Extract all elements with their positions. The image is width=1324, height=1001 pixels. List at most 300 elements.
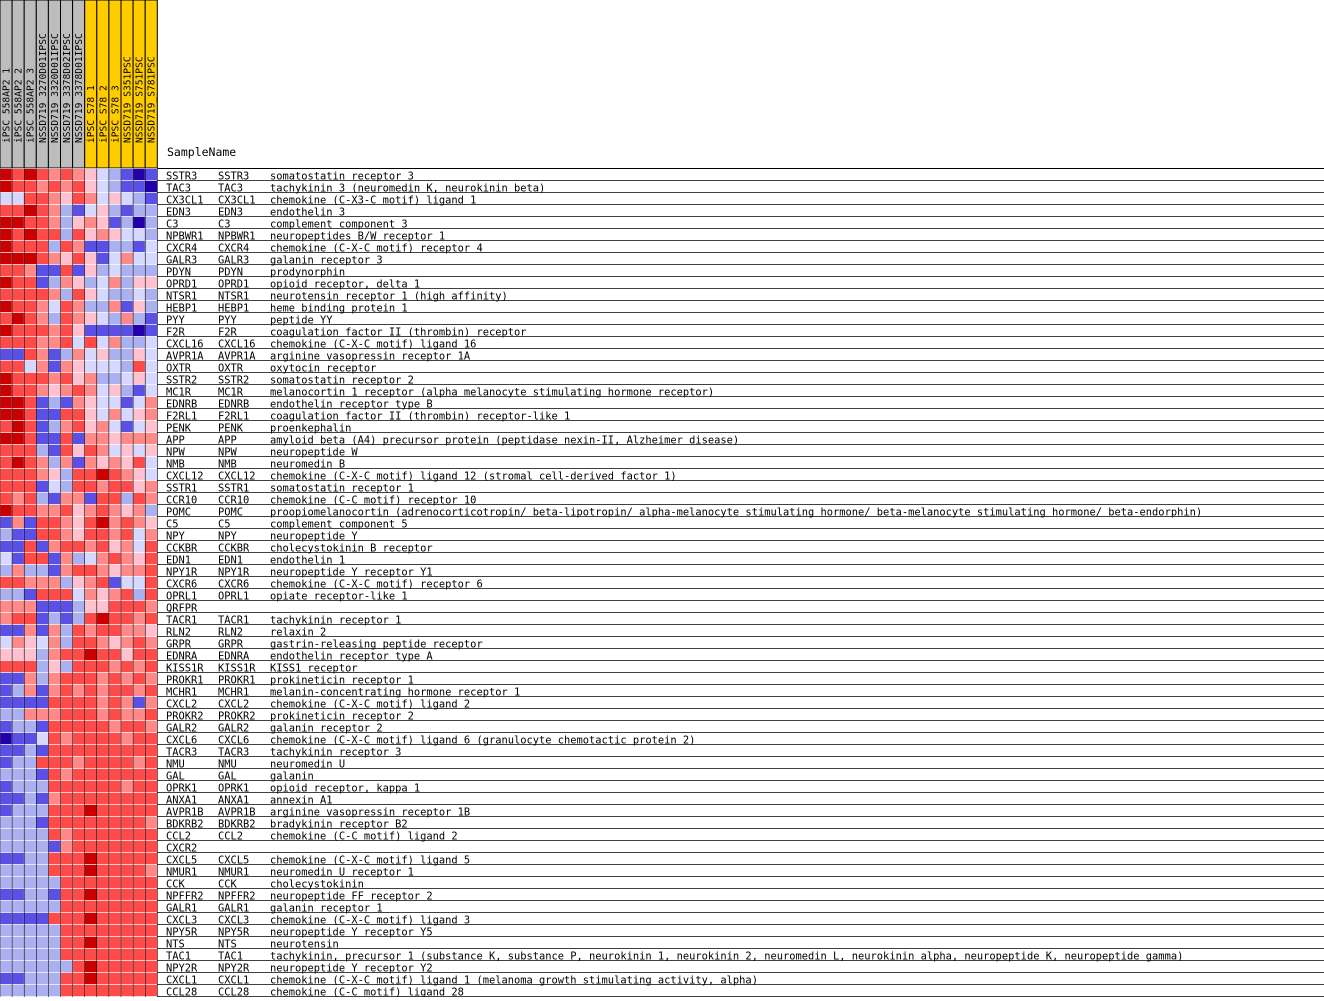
gene-symbol: OPRL1 (166, 590, 198, 603)
gene-description: cholecystokinin (270, 878, 364, 891)
heatmap-cell (73, 961, 85, 973)
heatmap-cell (121, 733, 133, 745)
heatmap-cell (24, 613, 36, 625)
heatmap-cell (97, 685, 109, 697)
heatmap-cell (109, 493, 121, 505)
heatmap-cell (85, 517, 97, 529)
heatmap-cell (61, 337, 73, 349)
heatmap-cell (36, 841, 48, 853)
heatmap-cell (133, 289, 145, 301)
heatmap-cell (12, 937, 24, 949)
heatmap-cell (97, 193, 109, 205)
gene-name: GALR2 (218, 722, 250, 735)
heatmap-cell (73, 589, 85, 601)
gene-description: galanin receptor 1 (270, 902, 383, 915)
heatmap-cell (48, 733, 60, 745)
heatmap-cell (97, 529, 109, 541)
heatmap-cell (73, 637, 85, 649)
heatmap-cell (36, 241, 48, 253)
gene-description: chemokine (C-X-C motif) ligand 2 (270, 698, 471, 711)
heatmap-cell (121, 349, 133, 361)
heatmap-cell (109, 337, 121, 349)
gene-symbol: NMU (166, 758, 185, 771)
heatmap-cell (24, 961, 36, 973)
heatmap-cell (61, 481, 73, 493)
heatmap-cell (61, 793, 73, 805)
heatmap-cell (85, 253, 97, 265)
heatmap-cell (97, 565, 109, 577)
heatmap-cell (73, 601, 85, 613)
heatmap-cell (85, 745, 97, 757)
gene-description: relaxin 2 (270, 626, 327, 639)
heatmap-cell (61, 853, 73, 865)
heatmap-cell (121, 865, 133, 877)
gene-symbol: NPY1R (166, 566, 198, 579)
heatmap-cell (97, 361, 109, 373)
heatmap-cell (109, 469, 121, 481)
heatmap-cell (12, 793, 24, 805)
heatmap-cell (48, 613, 60, 625)
heatmap-cell (12, 913, 24, 925)
gene-description: coagulation factor II (thrombin) receptor (270, 326, 527, 339)
heatmap-cell (109, 553, 121, 565)
heatmap-cell (121, 241, 133, 253)
heatmap-cell (24, 481, 36, 493)
gene-symbol: GALR1 (166, 902, 198, 915)
heatmap-cell (109, 877, 121, 889)
heatmap-cell (61, 805, 73, 817)
heatmap-cell (145, 781, 157, 793)
gene-symbol: TAC1 (166, 950, 192, 963)
gene-description: proopiomelanocortin (adrenocorticotropin/ beta-lipotropin/ alpha-melanocyte stimulating hormone/ beta-melanocyte stimulating hormone/ beta-endorphin) (270, 506, 1203, 519)
heatmap-cell (85, 385, 97, 397)
heatmap-cell (48, 349, 60, 361)
heatmap-cell (109, 517, 121, 529)
heatmap-cell (97, 421, 109, 433)
heatmap-cell (48, 913, 60, 925)
heatmap-cell (121, 217, 133, 229)
heatmap-cell (97, 829, 109, 841)
heatmap-cell (24, 673, 36, 685)
heatmap-cell (73, 373, 85, 385)
heatmap-cell (85, 865, 97, 877)
heatmap-cell (97, 577, 109, 589)
heatmap-cell (109, 217, 121, 229)
heatmap-cell (109, 577, 121, 589)
gene-symbol: OPRD1 (166, 278, 198, 291)
heatmap-cell (0, 313, 12, 325)
heatmap-cell (109, 709, 121, 721)
heatmap-cell (48, 181, 60, 193)
heatmap-cell (48, 877, 60, 889)
gene-description: chemokine (C-C motif) ligand 28 (270, 986, 464, 997)
gene-symbol: AVPR1A (166, 350, 204, 363)
heatmap-cell (61, 697, 73, 709)
heatmap-cell (24, 505, 36, 517)
heatmap-cell (48, 505, 60, 517)
heatmap-cell (73, 385, 85, 397)
heatmap-cell (145, 697, 157, 709)
heatmap-cell (0, 601, 12, 613)
heatmap-cell (24, 781, 36, 793)
heatmap-cell (48, 277, 60, 289)
heatmap-cell (97, 169, 109, 181)
heatmap-cell (0, 253, 12, 265)
gene-name: TAC3 (218, 182, 244, 195)
gene-name: GALR1 (218, 902, 250, 915)
heatmap-cell (73, 793, 85, 805)
heatmap-cell (0, 265, 12, 277)
gene-description: neuropeptide Y receptor Y5 (270, 926, 433, 939)
heatmap-cell (36, 181, 48, 193)
heatmap-cell (121, 937, 133, 949)
heatmap-cell (97, 889, 109, 901)
heatmap-cell (0, 421, 12, 433)
heatmap-cell (36, 553, 48, 565)
heatmap-cell (73, 541, 85, 553)
heatmap-cell (85, 349, 97, 361)
heatmap-cell (109, 853, 121, 865)
heatmap-cell (36, 733, 48, 745)
heatmap-cell (61, 541, 73, 553)
gene-symbol: APP (166, 434, 185, 447)
gene-description: chemokine (C-X-C motif) ligand 5 (270, 854, 471, 867)
heatmap-cell (85, 565, 97, 577)
heatmap-cell (145, 193, 157, 205)
heatmap-cell (48, 493, 60, 505)
heatmap-cell (73, 397, 85, 409)
heatmap-cell (133, 949, 145, 961)
heatmap-cell (109, 757, 121, 769)
heatmap-cell (97, 289, 109, 301)
heatmap-cell (133, 433, 145, 445)
heatmap-cell (36, 901, 48, 913)
heatmap-cell (121, 697, 133, 709)
heatmap-cell (109, 361, 121, 373)
heatmap-cell (133, 577, 145, 589)
gene-description: bradykinin receptor B2 (270, 818, 408, 831)
heatmap-cell (121, 421, 133, 433)
gene-symbol: PDYN (166, 266, 192, 279)
heatmap-cell (24, 409, 36, 421)
heatmap-cell (12, 553, 24, 565)
heatmap-cell (24, 193, 36, 205)
heatmap-cell (12, 433, 24, 445)
heatmap-cell (24, 313, 36, 325)
gene-symbol: NPW (166, 446, 185, 459)
gene-symbol: OXTR (166, 362, 192, 375)
heatmap-cell (109, 301, 121, 313)
gene-name: CX3CL1 (218, 194, 256, 207)
heatmap-cell (48, 793, 60, 805)
heatmap-cell (61, 865, 73, 877)
gene-description: chemokine (C-C motif) receptor 10 (270, 494, 477, 507)
heatmap-cell (24, 805, 36, 817)
heatmap-cell (24, 577, 36, 589)
heatmap-cell (12, 973, 24, 985)
heatmap-cell (36, 757, 48, 769)
heatmap-cell (73, 613, 85, 625)
heatmap-cell (61, 457, 73, 469)
heatmap-cell (145, 277, 157, 289)
gene-symbol: CCL2 (166, 830, 192, 843)
heatmap-cell (97, 541, 109, 553)
heatmap-cell (133, 169, 145, 181)
heatmap-cell (133, 505, 145, 517)
heatmap-cell (36, 409, 48, 421)
heatmap-cell (109, 973, 121, 985)
heatmap-cell (133, 193, 145, 205)
heatmap-cell (73, 265, 85, 277)
heatmap-cell (61, 445, 73, 457)
heatmap-cell (36, 673, 48, 685)
heatmap-cell (36, 325, 48, 337)
heatmap-cell (24, 745, 36, 757)
gene-symbol: GALR2 (166, 722, 198, 735)
gene-name: AVPR1A (218, 350, 256, 363)
gene-name: EDN1 (218, 554, 244, 567)
heatmap-cell (97, 397, 109, 409)
gene-symbol: EDNRA (166, 650, 198, 663)
heatmap-cell (85, 637, 97, 649)
heatmap-cell (133, 853, 145, 865)
heatmap-cell (48, 637, 60, 649)
heatmap-cell (85, 949, 97, 961)
heatmap-cell (61, 733, 73, 745)
heatmap-cell (0, 745, 12, 757)
gene-description: neuropeptide FF receptor 2 (270, 890, 433, 903)
heatmap-cell (121, 373, 133, 385)
heatmap-cell (133, 421, 145, 433)
heatmap-cell (145, 817, 157, 829)
heatmap-cell (133, 769, 145, 781)
heatmap-cell (97, 853, 109, 865)
heatmap-cell (0, 685, 12, 697)
heatmap-cell (145, 205, 157, 217)
heatmap-cell (109, 721, 121, 733)
heatmap-cell (73, 241, 85, 253)
heatmap-cell (12, 217, 24, 229)
gene-description: neuromedin U (270, 758, 346, 771)
heatmap-cell (109, 781, 121, 793)
heatmap-cell (24, 361, 36, 373)
heatmap-cell (133, 781, 145, 793)
gene-name: TACR3 (218, 746, 250, 759)
gene-description: neuromedin U receptor 1 (270, 866, 414, 879)
heatmap-cell (109, 253, 121, 265)
heatmap-cell (109, 289, 121, 301)
heatmap-cell (85, 805, 97, 817)
heatmap-cell (121, 409, 133, 421)
heatmap-cell (145, 949, 157, 961)
heatmap-cell (24, 709, 36, 721)
heatmap-cell (109, 421, 121, 433)
heatmap-cell (24, 541, 36, 553)
heatmap-cell (73, 673, 85, 685)
heatmap-cell (121, 925, 133, 937)
heatmap-cell (73, 433, 85, 445)
heatmap-cell (85, 601, 97, 613)
heatmap-cell (73, 865, 85, 877)
heatmap-cell (121, 385, 133, 397)
heatmap-cell (24, 529, 36, 541)
heatmap-cell (121, 817, 133, 829)
gene-symbol: CXCL2 (166, 698, 198, 711)
heatmap-cell (36, 433, 48, 445)
heatmap-cell (109, 985, 121, 997)
heatmap-cell (133, 709, 145, 721)
heatmap-cell (73, 361, 85, 373)
heatmap-cell (0, 457, 12, 469)
heatmap-cell (0, 853, 12, 865)
heatmap-cell (48, 949, 60, 961)
heatmap-cell (12, 529, 24, 541)
heatmap-cell (36, 949, 48, 961)
heatmap-cell (36, 565, 48, 577)
heatmap-cell (48, 817, 60, 829)
heatmap-cell (0, 325, 12, 337)
heatmap-cell (24, 253, 36, 265)
heatmap-cell (12, 877, 24, 889)
gene-symbol: NPY2R (166, 962, 198, 975)
heatmap-cell (145, 529, 157, 541)
heatmap-cell (145, 685, 157, 697)
heatmap-cell (48, 625, 60, 637)
gene-name: OPRD1 (218, 278, 250, 291)
gene-symbol: RLN2 (166, 626, 192, 639)
heatmap-cell (61, 889, 73, 901)
heatmap-cell (145, 361, 157, 373)
heatmap-cell (24, 685, 36, 697)
heatmap-cell (0, 205, 12, 217)
heatmap-cell (61, 661, 73, 673)
heatmap-cell (133, 601, 145, 613)
heatmap-cell (97, 313, 109, 325)
heatmap-cell (12, 769, 24, 781)
heatmap-cell (133, 721, 145, 733)
heatmap-cell (145, 673, 157, 685)
heatmap-cell (24, 877, 36, 889)
heatmap-cell (145, 733, 157, 745)
heatmap-cell (73, 301, 85, 313)
heatmap-cell (133, 697, 145, 709)
heatmap-cell (109, 241, 121, 253)
heatmap-cell (12, 517, 24, 529)
heatmap-cell (133, 469, 145, 481)
heatmap-cell (145, 961, 157, 973)
heatmap-cell (109, 169, 121, 181)
heatmap-cell (145, 241, 157, 253)
heatmap-cell (97, 985, 109, 997)
heatmap-cell (109, 733, 121, 745)
heatmap-cell (85, 229, 97, 241)
heatmap-cell (0, 469, 12, 481)
heatmap-cell (85, 973, 97, 985)
heatmap-cell (145, 577, 157, 589)
heatmap-cell (121, 805, 133, 817)
gene-symbol: PROKR1 (166, 674, 204, 687)
heatmap-cell (121, 853, 133, 865)
heatmap-cell (85, 937, 97, 949)
heatmap-cell (24, 457, 36, 469)
heatmap-cell (121, 337, 133, 349)
gene-description: neuropeptide W (270, 446, 358, 459)
heatmap-cell (24, 181, 36, 193)
heatmap-cell (145, 985, 157, 997)
gene-name: CXCR4 (218, 242, 250, 255)
heatmap-cell (36, 769, 48, 781)
heatmap-cell (121, 181, 133, 193)
heatmap-cell (48, 385, 60, 397)
heatmap-cell (61, 637, 73, 649)
heatmap-cell (73, 517, 85, 529)
gene-symbol: F2RL1 (166, 410, 198, 423)
heatmap-cell (61, 529, 73, 541)
heatmap-cell (0, 589, 12, 601)
heatmap-cell (109, 205, 121, 217)
heatmap-cell (73, 337, 85, 349)
heatmap-cell (0, 241, 12, 253)
heatmap-cell (73, 661, 85, 673)
heatmap-cell (145, 349, 157, 361)
heatmap-cell (73, 217, 85, 229)
heatmap-cell (73, 925, 85, 937)
gene-symbol: C5 (166, 518, 179, 531)
heatmap-cell (97, 337, 109, 349)
heatmap-cell (61, 469, 73, 481)
heatmap-cell (73, 229, 85, 241)
heatmap-cell (61, 289, 73, 301)
heatmap-cell (61, 577, 73, 589)
gene-description: prokineticin receptor 1 (270, 674, 414, 687)
heatmap-cell (61, 241, 73, 253)
heatmap-cell (133, 649, 145, 661)
heatmap-cell (109, 673, 121, 685)
heatmap-cell (48, 601, 60, 613)
gene-symbol: KISS1R (166, 662, 204, 675)
heatmap-cell (61, 973, 73, 985)
gene-description: endothelin 1 (270, 554, 346, 567)
heatmap-cell (133, 409, 145, 421)
heatmap-cell (36, 853, 48, 865)
gene-name: PYY (218, 314, 237, 327)
heatmap-cell (36, 205, 48, 217)
gene-name: CXCL5 (218, 854, 250, 867)
gene-name: GRPR (218, 638, 244, 651)
heatmap-cell (61, 961, 73, 973)
heatmap-cell (85, 265, 97, 277)
heatmap-cell (0, 865, 12, 877)
heatmap-cell (121, 517, 133, 529)
heatmap-cell (97, 781, 109, 793)
heatmap-cell (97, 277, 109, 289)
heatmap-cell (12, 277, 24, 289)
heatmap-cell (85, 961, 97, 973)
heatmap-cell (24, 721, 36, 733)
heatmap-cell (121, 577, 133, 589)
heatmap-cell (24, 661, 36, 673)
gene-description: chemokine (C-X-C motif) receptor 6 (270, 578, 483, 591)
heatmap-cell (61, 373, 73, 385)
heatmap-cell (0, 661, 12, 673)
gene-symbol: HEBP1 (166, 302, 198, 315)
heatmap-cell (61, 493, 73, 505)
heatmap-cell (133, 277, 145, 289)
heatmap-cell (24, 625, 36, 637)
heatmap-cell (12, 757, 24, 769)
heatmap-cell (48, 517, 60, 529)
heatmap-cell (145, 745, 157, 757)
